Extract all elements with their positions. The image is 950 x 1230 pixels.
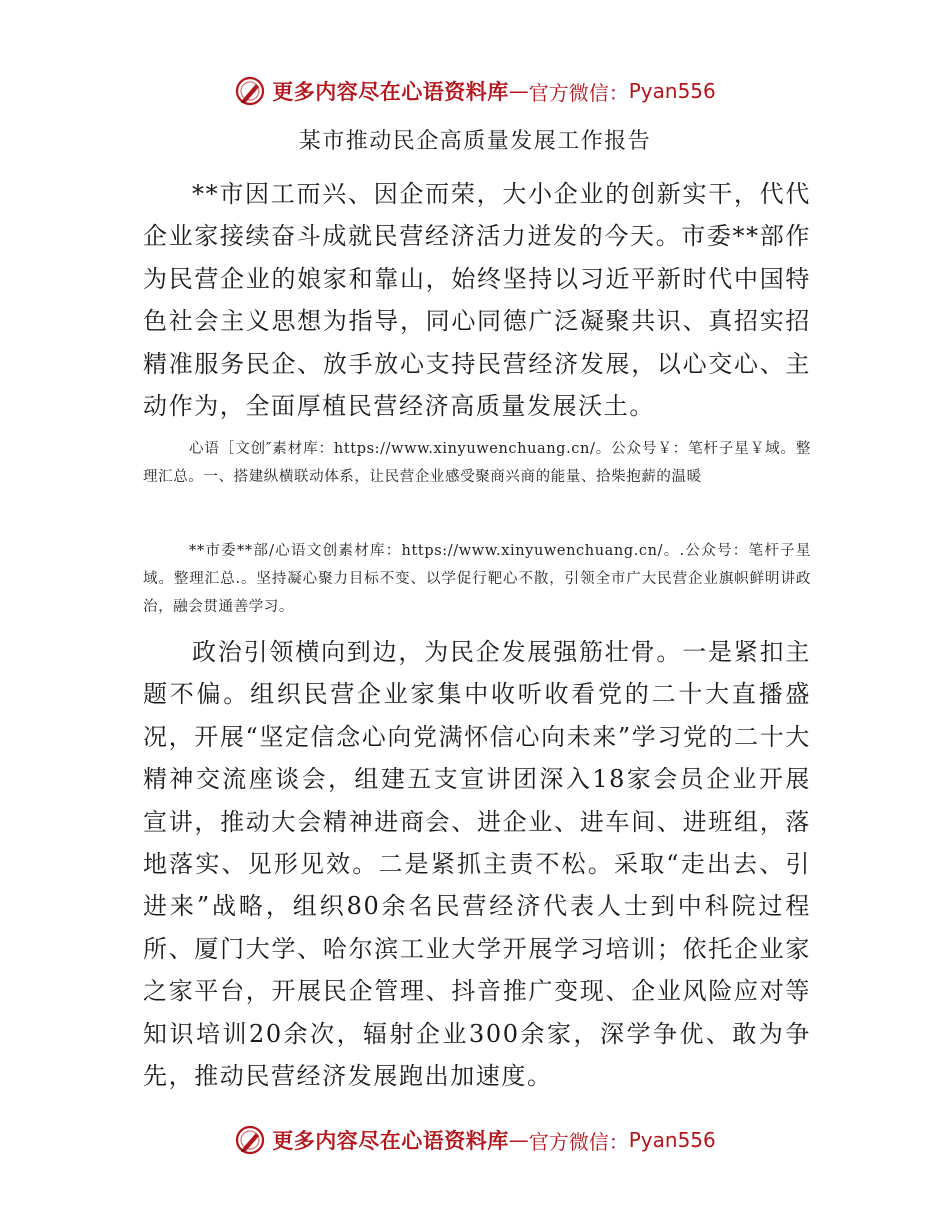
header-watermark-banner [0,71,950,111]
document-title: 某市推动民企高质量发展工作报告 [298,129,652,154]
footer-brand-text: 更多内容尽在心语资料库 [272,1129,509,1153]
footer-contact-label: 官方微信： [528,1129,629,1154]
source-note-paragraph-2: **市委**部/心语文创素材库：https://www.xinyuwenchuang.cn/。.公众号：笔杆子星域。整理汇总.。坚持凝心聚力目标不变、以学促行靶心不散，引领全市广大民营企业旗帜鲜明讲政治，融会贯通善学习。 [143,543,811,615]
pen-circle-logo-icon [234,75,266,107]
footer-contact-id: Pyan556 [628,1128,716,1152]
header-dash: — [508,79,529,103]
body-paragraph-intro: **市因工而兴、因企而荣，大小企业的创新实干，代代企业家接续奋斗成就民营经济活力迸发的今天。市委**部作为民营企业的娘家和靠山，始终坚持以习近平新时代中国特色社会主义思想为指导，同心同德广泛凝聚共识、真招实招精准服务民企、放手放心支持民营经济发展，以心交心、主动作为，全面厚植民营经济高质量发展沃土。 [143,180,811,421]
header-contact-id: Pyan556 [628,79,716,103]
footer-watermark-banner [0,1120,950,1160]
body-paragraph-political-guidance: 政治引领横向到边，为民企发展强筋壮骨。一是紧扣主题不偏。组织民营企业家集中收听收看党的二十大直播盛况，开展“坚定信念心向党满怀信心向未来”学习党的二十大精神交流座谈会，组建五支宣讲团深入18家会员企业开展宣讲，推动大会精神进商会、进企业、进车间、进班组，落地落实、见形见效。二是紧抓主责不松。采取“走出去、引进来”战略，组织80余名民营经济代表人士到中科院过程所、厦门大学、哈尔滨工业大学开展学习培训；依托企业家之家平台，开展民企管理、抖音推广变现、企业风险应对等知识培训20余次，辐射企业300余家，深学争优、敢为争先，推动民营经济发展跑出加速度。 [143,638,811,1091]
header-contact-label: 官方微信： [528,80,629,105]
pen-circle-logo-icon [234,1124,266,1156]
header-brand-text: 更多内容尽在心语资料库 [272,80,509,104]
source-note-paragraph-1: 心语［文创″素材库：https://www.xinyuwenchuang.cn/。公众号￥：笔杆子星￥域。整理汇总。一、搭建纵横联动体系，让民营企业感受聚商兴商的能量、拾柴抱薪的温暖 [143,441,811,485]
footer-dash: — [508,1128,529,1152]
